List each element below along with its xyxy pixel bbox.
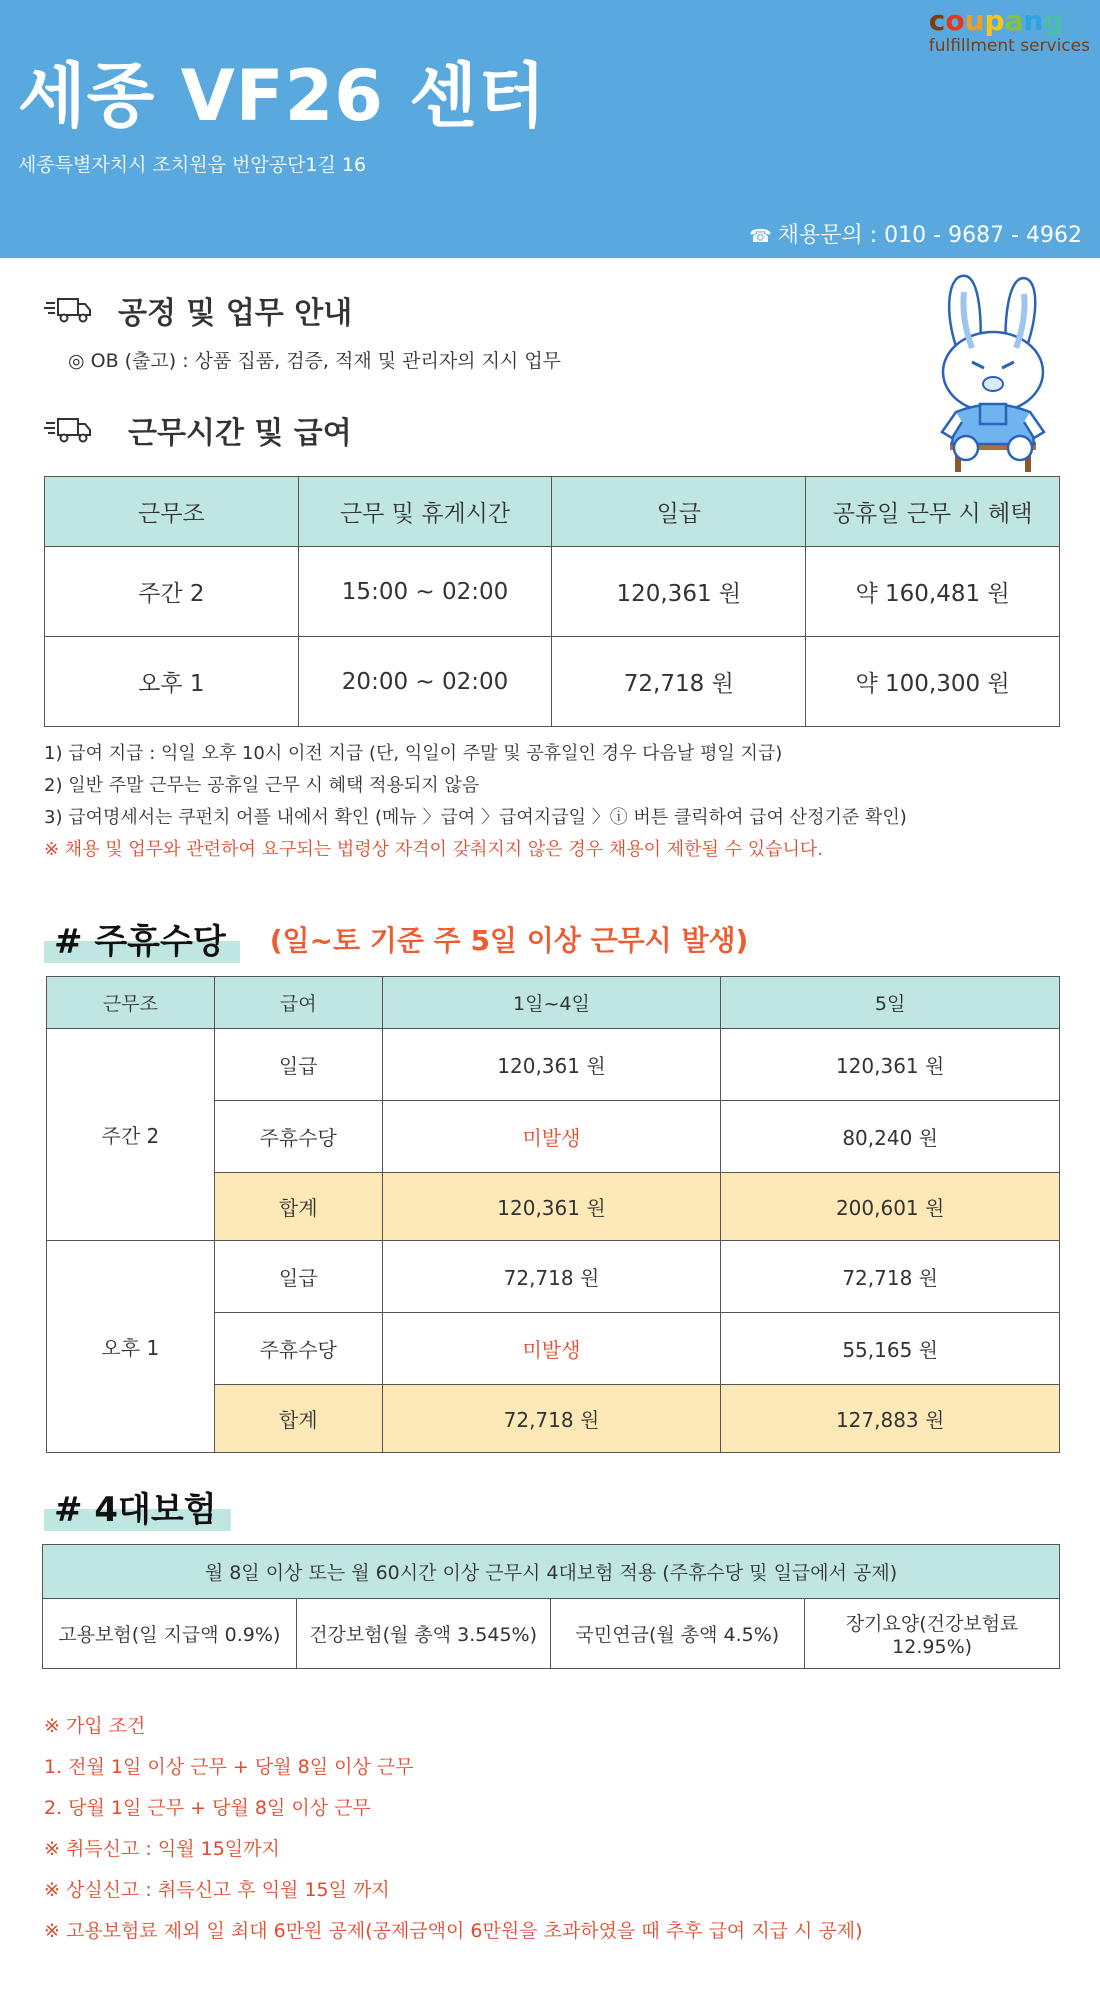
page-title: 세종 VF26 센터 (18, 55, 547, 137)
table-cell: 건강보험(월 총액 3.545%) (296, 1599, 550, 1669)
enrollment-conditions (44, 1706, 863, 1952)
table-cell: 국민연금(월 총액 4.5%) (550, 1599, 805, 1669)
table-cell: 120,361 원 (382, 1173, 721, 1241)
note-warning: ※ 채용 및 업무와 관련하여 요구되는 법령상 자격이 갖춰지지 않은 경우 채용이 제한될 수 있습니다. (44, 839, 824, 860)
logo-subtitle: fulfillment services (928, 36, 1090, 56)
section-process-heading (44, 288, 352, 332)
shift-cell: 주간 2 (47, 1029, 215, 1241)
table-cell: 오후 1 (45, 637, 299, 727)
table-header-cell: 5일 (721, 977, 1060, 1029)
table-cell: 72,718 원 (382, 1385, 721, 1453)
table-cell: 80,240 원 (721, 1101, 1060, 1173)
table-cell: 주휴수당 (214, 1313, 382, 1385)
ob-duty-description: ◎ OB (출고) : 상품 집품, 검증, 적재 및 관리자의 지시 업무 (68, 350, 562, 372)
table-header-cell: 공휴일 근무 시 혜택 (806, 477, 1060, 547)
section-heading-text: 근무시간 및 급여 (128, 416, 352, 451)
table-cell: 72,718 원 (382, 1241, 721, 1313)
table-row (47, 1029, 1060, 1101)
insurance-title: # 4대보험 (44, 1482, 231, 1531)
condition-line: 2. 당월 1일 근무 + 당월 8일 이상 근무 (44, 1797, 371, 1819)
note-line: 3) 급여명세서는 쿠펀치 어플 내에서 확인 (메뉴 〉급여 〉급여지급일 〉ⓘ 버튼 클릭하여 급여 산정기준 확인) (44, 807, 907, 828)
logo-letter: c (928, 4, 946, 37)
table-cell: 합계 (214, 1385, 382, 1453)
phone-icon: ☎ (749, 226, 772, 247)
table-header-row (45, 477, 1060, 547)
table-header-cell: 1일~4일 (382, 977, 721, 1029)
table-cell: 고용보험(일 지급액 0.9%) (43, 1599, 297, 1669)
condition-line: ※ 취득신고 : 익월 15일까지 (44, 1838, 280, 1860)
header-banner (0, 0, 1100, 258)
table-cell: 일급 (214, 1241, 382, 1313)
section-heading-text: 공정 및 업무 안내 (118, 296, 353, 331)
table-row (43, 1599, 1060, 1669)
table-cell: 약 100,300 원 (806, 637, 1060, 727)
logo-letter: n (1023, 4, 1044, 37)
table-cell: 200,601 원 (721, 1173, 1060, 1241)
logo-letter: p (984, 4, 1005, 37)
table-cell: 127,883 원 (721, 1385, 1060, 1453)
table-cell: 주휴수당 (214, 1101, 382, 1173)
truck-icon (44, 295, 92, 325)
center-address: 세종특별자치시 조치원읍 번암공단1길 16 (18, 154, 367, 176)
coupang-logo (929, 6, 1090, 56)
logo-letter: u (964, 4, 985, 37)
weekly-allowance-subtitle: (일~토 기준 주 5일 이상 근무시 발생) (269, 924, 749, 957)
condition-line: ※ 고용보험료 제외 일 최대 6만원 공제(공제금액이 6만원을 초과하였을 때 추후 급여 지급 시 공제) (44, 1920, 863, 1942)
table-row (45, 637, 1060, 727)
note-line: 1) 급여 지급 : 익일 오후 10시 이전 지급 (단, 익일이 주말 및 공휴일인 경우 다음날 평일 지급) (44, 743, 783, 764)
table-header-row (43, 1545, 1060, 1599)
table-cell: 20:00 ~ 02:00 (298, 637, 552, 727)
table-cell: 장기요양(건강보험료 12.95%) (805, 1599, 1060, 1669)
logo-brand (929, 6, 1090, 36)
table-row (45, 547, 1060, 637)
table-cell: 120,361 원 (721, 1029, 1060, 1101)
logo-letter: a (1004, 4, 1024, 37)
insurance-table (42, 1544, 1060, 1669)
shift-cell: 오후 1 (47, 1241, 215, 1453)
table-cell: 120,361 원 (552, 547, 806, 637)
table-cell: 합계 (214, 1173, 382, 1241)
table-header-cell: 급여 (214, 977, 382, 1029)
table-cell: 55,165 원 (721, 1313, 1060, 1385)
table-header-cell: 근무조 (45, 477, 299, 547)
note-line: 2) 일반 주말 근무는 공휴일 근무 시 혜택 적용되지 않음 (44, 775, 480, 796)
table-cell: 120,361 원 (382, 1029, 721, 1101)
table-row (47, 1241, 1060, 1313)
table-cell: 약 160,481 원 (806, 547, 1060, 637)
logo-letter: o (945, 4, 965, 37)
contact-text: 채용문의 : 010 - 9687 - 4962 (777, 223, 1082, 248)
weekly-allowance-title: # 주휴수당 (44, 914, 240, 963)
table-cell: 15:00 ~ 02:00 (298, 547, 552, 637)
table-cell-not-applicable: 미발생 (382, 1101, 721, 1173)
pay-notes (44, 738, 907, 866)
table-header-row (47, 977, 1060, 1029)
table-cell-not-applicable: 미발생 (382, 1313, 721, 1385)
table-cell: 주간 2 (45, 547, 299, 637)
weekly-allowance-heading (44, 914, 748, 963)
pay-table (44, 476, 1060, 727)
insurance-heading (44, 1482, 231, 1531)
logo-letter: g (1043, 4, 1064, 37)
table-header-cell: 일급 (552, 477, 806, 547)
insurance-header-cell: 월 8일 이상 또는 월 60시간 이상 근무시 4대보험 적용 (주휴수당 및 일급에서 공제) (43, 1545, 1060, 1599)
truck-icon (44, 415, 92, 445)
table-cell: 72,718 원 (552, 637, 806, 727)
condition-line: ※ 가입 조건 (44, 1715, 146, 1737)
table-header-cell: 근무 및 휴게시간 (298, 477, 552, 547)
table-header-cell: 근무조 (47, 977, 215, 1029)
weekly-allowance-table (46, 976, 1060, 1453)
condition-line: ※ 상실신고 : 취득신고 후 익월 15일 까지 (44, 1879, 390, 1901)
bunny-mascot-illustration (928, 272, 1058, 472)
condition-line: 1. 전월 1일 이상 근무 + 당월 8일 이상 근무 (44, 1756, 414, 1778)
recruit-contact (749, 218, 1082, 249)
table-cell: 일급 (214, 1029, 382, 1101)
table-cell: 72,718 원 (721, 1241, 1060, 1313)
section-hours-heading (44, 408, 352, 452)
